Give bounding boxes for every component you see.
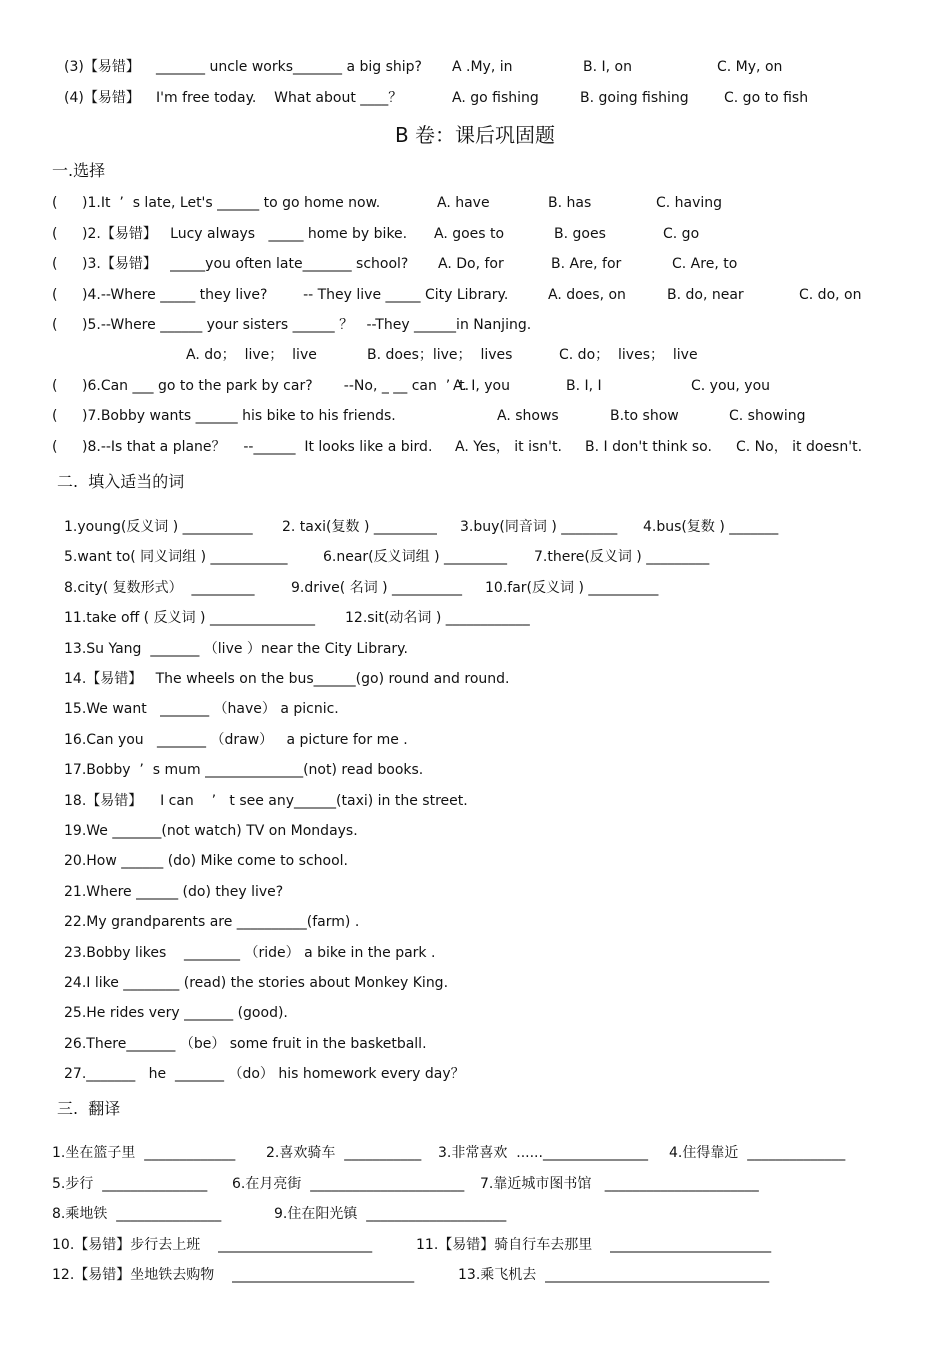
fill-in-row bbox=[0, 882, 950, 902]
fill-in-row bbox=[0, 517, 950, 537]
fill-in-item: 13.Su Yang _______ （live ）near the City Library. bbox=[64, 640, 408, 657]
option-c: C. you, you bbox=[691, 378, 771, 394]
translation-item: 12.【易错】坐地铁去购物 __________________________ bbox=[52, 1267, 415, 1283]
translation-item: 6.在月亮街 ______________________ bbox=[232, 1176, 465, 1192]
fill-in-item: 20.How ______ (do) Mike come to school. bbox=[64, 853, 348, 870]
question-text: )2.【易错】 Lucy always _____ home by bike. bbox=[82, 226, 408, 242]
fill-in-item: 7.there(反义词 ) _________ bbox=[534, 549, 710, 566]
fill-in-item: 14.【易错】 The wheels on the bus______(go) round and round. bbox=[64, 671, 510, 687]
fill-in-item: 15.We want _______ （have） a picnic. bbox=[64, 701, 339, 718]
fill-in-row bbox=[0, 912, 950, 932]
header-item-3 bbox=[0, 57, 950, 77]
fill-in-row bbox=[0, 1064, 950, 1084]
fill-in-item: 19.We _______(not watch) TV on Mondays. bbox=[64, 823, 358, 839]
option-c: C. My, on bbox=[717, 59, 783, 75]
translation-item: 7.靠近城市图书馆 ______________________ bbox=[480, 1176, 759, 1192]
translation-item: 3.非常喜欢 ......_______________ bbox=[438, 1145, 648, 1161]
fill-in-item: 4.bus(复数 ) _______ bbox=[643, 519, 779, 535]
fill-in-row bbox=[0, 730, 950, 750]
translation-row bbox=[0, 1265, 950, 1285]
option-b: B. I don't think so. bbox=[585, 439, 712, 455]
option-c: C. go to fish bbox=[724, 90, 809, 106]
answer-bracket: ( bbox=[52, 439, 58, 455]
fill-in-row bbox=[0, 943, 950, 963]
answer-bracket: ( bbox=[52, 317, 58, 333]
choice-question bbox=[0, 254, 950, 274]
option-c: C. having bbox=[656, 195, 723, 211]
translation-row bbox=[0, 1204, 950, 1224]
fill-in-row bbox=[0, 547, 950, 567]
fill-in-row bbox=[0, 791, 950, 811]
option-b: B. goes bbox=[554, 226, 606, 242]
choice-question bbox=[0, 437, 950, 457]
section1-heading: 一.选择 bbox=[52, 161, 106, 180]
choice-question bbox=[0, 285, 950, 305]
question-text: )1.It ’ s late, Let's ______ to go home now. bbox=[82, 195, 381, 211]
fill-in-item: 6.near(反义词组 ) _________ bbox=[323, 549, 508, 566]
option-a: A. go fishing bbox=[452, 90, 539, 106]
option-b: B. I, I bbox=[566, 378, 602, 394]
fill-in-row bbox=[0, 1003, 950, 1023]
option-a: A. Yes， it isn't. bbox=[455, 439, 562, 455]
option-c: C. do, on bbox=[799, 287, 862, 303]
translation-item: 9.住在阳光镇 ____________________ bbox=[274, 1206, 507, 1222]
translation-item: 10.【易错】步行去上班 ______________________ bbox=[52, 1237, 373, 1253]
fill-in-row bbox=[0, 1034, 950, 1054]
translation-item: 8.乘地铁 _______________ bbox=[52, 1206, 222, 1222]
option-a: A. I, you bbox=[453, 378, 510, 394]
choice-question bbox=[0, 406, 950, 426]
fill-in-item: 27._______ he _______ （do） his homework every day？ bbox=[64, 1066, 465, 1083]
option-a: A. Do, for bbox=[438, 256, 504, 272]
question-text: )5.--Where ______ your sisters ______ ？ --They ______in Nanjing. bbox=[82, 317, 532, 333]
choice-question bbox=[0, 224, 950, 244]
choice-question bbox=[0, 376, 950, 396]
fill-in-item: 22.My grandparents are __________(farm) . bbox=[64, 914, 360, 931]
question-text: _______ uncle works_______ a big ship? bbox=[156, 59, 422, 75]
choice-question bbox=[0, 193, 950, 213]
option-b: B. has bbox=[548, 195, 592, 211]
option-c: C. do； lives； live bbox=[559, 347, 698, 363]
question-text: )8.--Is that a plane？ --______ It looks like a bird. bbox=[82, 439, 433, 455]
translation-item: 4.住得靠近 ______________ bbox=[669, 1145, 846, 1161]
option-a: A .My, in bbox=[452, 59, 513, 75]
option-b: B. I, on bbox=[583, 59, 632, 75]
option-c: C. showing bbox=[729, 408, 806, 424]
fill-in-item: 1.young(反义词 ) __________ bbox=[64, 519, 253, 535]
fill-in-item: 18.【易错】 I can ’ t see any______(taxi) in the street. bbox=[64, 792, 468, 809]
fill-in-item: 5.want to( 同义词组 ) ___________ bbox=[64, 549, 288, 566]
option-c: C. Are, to bbox=[672, 256, 738, 272]
option-c: C. No， it doesn't. bbox=[736, 439, 863, 455]
fill-in-item: 16.Can you _______ （draw） a picture for me . bbox=[64, 731, 408, 748]
question-text: )3.【易错】 _____you often late_______ school? bbox=[82, 256, 409, 272]
translation-item: 1.坐在篮子里 _____________ bbox=[52, 1145, 236, 1161]
option-b: B. going fishing bbox=[580, 90, 689, 106]
answer-bracket: ( bbox=[52, 226, 58, 242]
fill-in-row bbox=[0, 639, 950, 659]
translation-row bbox=[0, 1143, 950, 1163]
question-text: )7.Bobby wants ______ his bike to his friends. bbox=[82, 408, 396, 424]
option-b: B.to show bbox=[610, 408, 679, 424]
fill-in-item: 25.He rides very _______ (good). bbox=[64, 1005, 288, 1022]
fill-in-row bbox=[0, 821, 950, 841]
fill-in-row bbox=[0, 760, 950, 780]
translation-row bbox=[0, 1235, 950, 1255]
fill-in-row bbox=[0, 669, 950, 689]
answer-bracket: ( bbox=[52, 408, 58, 424]
page-title: B 卷：课后巩固题 bbox=[394, 123, 556, 147]
fill-in-item: 26.There_______ （be） some fruit in the basketball. bbox=[64, 1035, 427, 1052]
fill-in-row bbox=[0, 578, 950, 598]
option-a: A. does, on bbox=[548, 287, 626, 303]
fill-in-item: 17.Bobby ’ s mum ______________(not) read books. bbox=[64, 762, 424, 779]
answer-bracket: ( bbox=[52, 378, 58, 394]
fill-in-item: 10.far(反义词 ) __________ bbox=[485, 579, 659, 596]
question-text: )6.Can ___ go to the park by car? --No, _ __ can ’ t. bbox=[82, 378, 470, 394]
translation-item: 2.喜欢骑车 ___________ bbox=[266, 1145, 422, 1161]
translation-item: 11.【易错】骑自行车去那里 _______________________ bbox=[416, 1237, 772, 1253]
option-b: B. do, near bbox=[667, 287, 744, 303]
fill-in-item: 24.I like ________ (read) the stories about Monkey King. bbox=[64, 975, 449, 991]
answer-bracket: ( bbox=[52, 195, 58, 211]
section2-heading: 二. 填入适当的词 bbox=[57, 472, 185, 491]
answer-bracket: ( bbox=[52, 256, 58, 272]
header-item-4 bbox=[0, 88, 950, 108]
fill-in-item: 23.Bobby likes ________ （ride） a bike in the park . bbox=[64, 944, 436, 961]
fill-in-row bbox=[0, 851, 950, 871]
option-b: B. does；live； lives bbox=[367, 347, 513, 363]
option-b: B. Are, for bbox=[551, 256, 622, 272]
option-a: A. shows bbox=[497, 408, 559, 424]
translation-item: 5.步行 _______________ bbox=[52, 1176, 208, 1192]
answer-bracket: ( bbox=[52, 287, 58, 303]
option-a: A. have bbox=[437, 195, 490, 211]
fill-in-item: 8.city( 复数形式） _________ bbox=[64, 579, 255, 596]
option-a: A. do； live； live bbox=[186, 347, 317, 363]
fill-in-item: 2. taxi(复数 ) _________ bbox=[282, 519, 437, 535]
translation-item: 13.乘飞机去 ________________________________ bbox=[458, 1267, 770, 1283]
question-number: (4)【易错】 bbox=[64, 90, 140, 106]
question-text: I'm free today. What about ____？ bbox=[156, 90, 403, 106]
fill-in-item: 9.drive( 名词 ) __________ bbox=[291, 579, 463, 596]
fill-in-row bbox=[0, 973, 950, 993]
fill-in-item: 3.buy(同音词 ) ________ bbox=[460, 519, 618, 535]
fill-in-item: 11.take off ( 反义词 ) _______________ bbox=[64, 610, 315, 627]
translation-row bbox=[0, 1174, 950, 1194]
fill-in-row bbox=[0, 699, 950, 719]
option-c: C. go bbox=[663, 226, 700, 242]
choice-question bbox=[0, 345, 950, 365]
option-a: A. goes to bbox=[434, 226, 505, 242]
fill-in-item: 12.sit(动名词 ) ____________ bbox=[345, 610, 530, 627]
section3-heading: 三. 翻译 bbox=[57, 1099, 121, 1118]
choice-question bbox=[0, 315, 950, 335]
question-number: (3)【易错】 bbox=[64, 59, 140, 75]
fill-in-row bbox=[0, 608, 950, 628]
fill-in-item: 21.Where ______ (do) they live? bbox=[64, 883, 284, 900]
question-text: )4.--Where _____ they live? -- They live _____ City Library. bbox=[82, 287, 509, 303]
